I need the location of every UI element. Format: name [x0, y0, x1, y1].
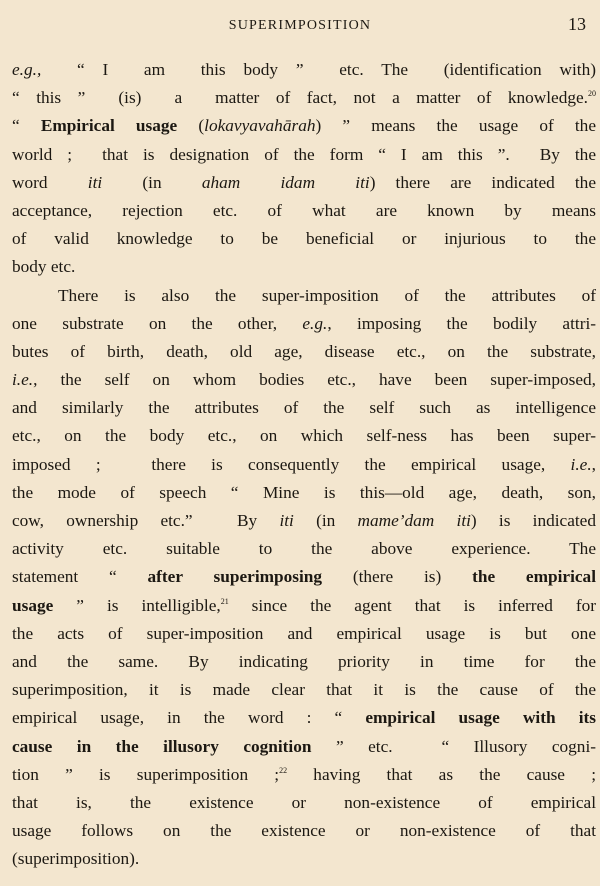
text-line: superimposition, it is made clear that it is the cause of the — [12, 680, 596, 700]
text-line: and similarly the attributes of the self such as intelligence — [12, 398, 596, 418]
text-line: of valid knowledge to be beneficial or injurious to the — [12, 229, 596, 249]
text-line: e.g., “ I am this body ” etc. The (identification with) — [12, 60, 596, 79]
text-line: imposed ; there is consequently the empirical usage, i.e., — [12, 454, 596, 474]
text-line: and the same. By indicating priority in time for the — [12, 651, 596, 671]
text-line: the acts of super-imposition and empirical usage is but one — [12, 623, 596, 643]
text-line: (superimposition). — [12, 849, 140, 869]
text-line: tion ” is superimposition ;$^{22}$ having that as the cause ; — [12, 764, 596, 784]
text-line: i.e., the self on whom bodies etc., have been super-imposed, — [12, 370, 596, 390]
text-line: activity etc. suitable to the above experience. The — [12, 539, 596, 559]
text-line: word iti (in aham idam iti) there are indicated the — [12, 172, 596, 192]
text-line: “ this ” (is) a matter of fact, not a matter of knowledge.$^{20}$ — [12, 88, 596, 108]
text-line: butes of birth, death, old age, disease etc., on the substrate, — [12, 341, 596, 361]
text-line: world ; that is designation of the form “ I am this ”. By the — [12, 144, 596, 164]
text-line: that is, the existence or non-existence of empirical — [12, 792, 596, 812]
running-title: SUPERIMPOSITION — [228, 18, 372, 33]
text-line: usage follows on the existence or non-existence of that — [12, 821, 596, 841]
body-text — [12, 56, 596, 873]
text-line: etc., on the body etc., on which self-ness has been super- — [12, 426, 596, 446]
text-line: empirical usage, in the word : “ empirical usage with its — [12, 708, 596, 728]
text-line: cause in the illusory cognition ” etc. “ Illusory cogni- — [12, 736, 596, 756]
text-line: There is also the super-imposition of the attributes of — [58, 285, 596, 305]
page-header — [0, 10, 600, 40]
text-line: the mode of speech “ Mine is this—old age, death, son, — [12, 482, 596, 502]
text-line: cow, ownership etc.” By iti (in mame’dam iti) is indicated — [12, 511, 596, 530]
text-line: usage ” is intelligible,$^{21}$ since the agent that is inferred for — [12, 595, 596, 615]
text-line: acceptance, rejection etc. of what are known by means — [12, 200, 596, 220]
text-line: “ Empirical usage (lokavyavahārah) ” means the usage of the — [12, 116, 596, 136]
page-number: 13 — [568, 14, 586, 34]
text-line: body etc. — [12, 257, 76, 277]
text-line: one substrate on the other, e.g., imposing the bodily attri- — [12, 313, 597, 333]
text-line: statement “ after superimposing (there is) the empirical — [12, 567, 596, 587]
